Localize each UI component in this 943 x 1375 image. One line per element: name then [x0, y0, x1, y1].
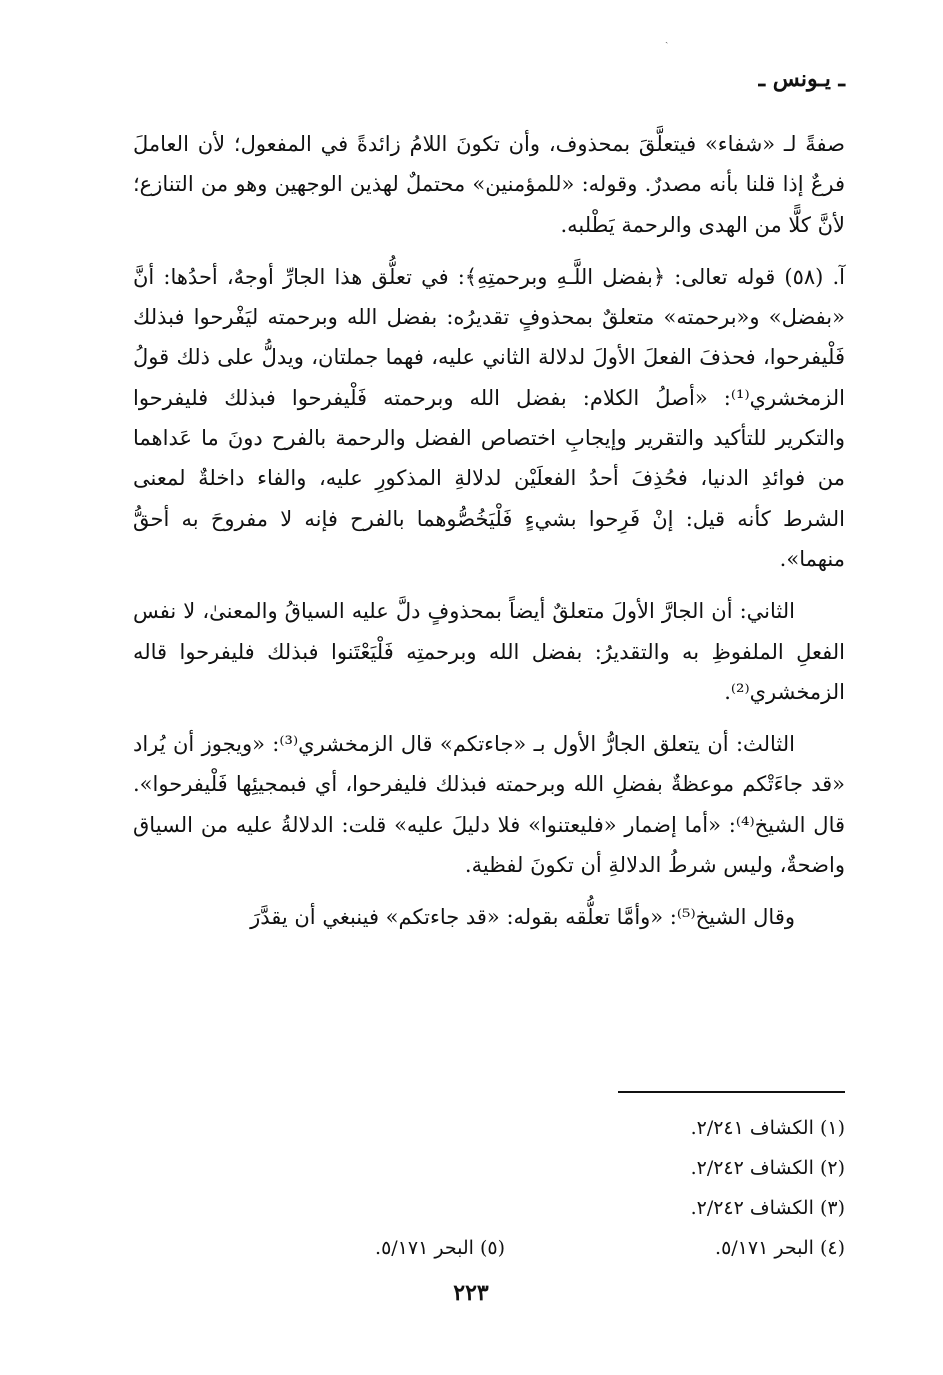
footnote-marker: (٣) [819, 1197, 845, 1219]
footnote-row [133, 1228, 845, 1268]
footnote-1 [525, 1108, 845, 1148]
footnote-text: الكشاف ٢/٢٤١. [690, 1117, 814, 1139]
footnote-2 [525, 1148, 845, 1188]
paragraph-3-second-view: الثاني: أن الجارَّ الأولَ متعلقٌ أيضاً بمحذوفٍ دلَّ عليه السياقُ والمعنىٰ، لا نفس الفعلِ الملفوظِ به والتقديرُ: بفضل الله وبرحمتِه فَلْيَعْتَنوا فبذلك فليفرحوا قاله الزمخشري⁽²⁾. [133, 599, 845, 704]
footnote-text: الكشاف ٢/٢٤٢. [690, 1197, 814, 1219]
footnote-marker: (٢) [819, 1157, 845, 1179]
paragraph-4-third-view: الثالث: أن يتعلق الجارُّ الأول بـ «جاءتكم» قال الزمخشري⁽³⁾: «ويجوز أن يُراد «قد جاءَتْكم موعظةٌ بفضلِ الله وبرحمته فبذلك فليفرحوا، أي فبمجيئِها فَلْيفرحوا». قال الشيخ⁽⁴⁾: «أما إضمار «فليعتنوا» فلا دليلَ عليه» قلت: الدلالةُ عليه من السياق واضحةٌ، وليس شرطُ الدلالةِ أن تكونَ لفظية. [133, 732, 846, 878]
main-text [133, 124, 845, 938]
paragraph-1: صفةً لـ «شفاء» فيتعلَّقَ بمحذوف، وأن تكونَ اللامُ زائدةً في المفعول؛ لأن العاملَ فرعٌ إذا قلنا بأنه مصدرٌ. وقوله: «للمؤمنين» محتملٌ لهذين الوجهين وهو من التنازع؛ لأنَّ كلًّا من الهدى والرحمة يَطْلبه. [133, 132, 845, 237]
footnote-row [133, 1108, 845, 1148]
paragraph-5-sheikh-quote: وقال الشيخ⁽⁵⁾: «وأمَّا تعلُّقه بقوله: «قد جاءتكم» فينبغي أن يقدَّرَ [250, 905, 795, 930]
footnote-separator [618, 1091, 845, 1093]
footnote-text: البحر ٥/١٧١. [715, 1237, 814, 1259]
footnote-marker: (٥) [479, 1237, 505, 1259]
paragraph-2-verse-58: آ. (٥٨) قوله تعالى: ﴿بفضل اللَّـهِ وبرحمتِهِ﴾: في تعلُّق هذا الجارِّ أوجهٌ، أحدُها: أنَّ «بفضل» و«برحمته» متعلقٌ بمحذوفٍ تقديرُه: بفضل الله وبرحمته ليَفْرحوا فبذلك فَلْيفرحوا، فحذفَ الفعلَ الأولَ لدلالة الثاني عليه، فهما جملتان، ويدلُّ على ذلك قولُ الزمخشري⁽¹⁾: «أصلُ الكلام: بفضل الله وبرحمته فَلْيفرحوا فبذلك فليفرحوا والتكرير للتأكيد والتقرير وإيجابِ اختصاص الفضل والرحمة بالفرح دونَ ما عَداهما من فوائدِ الدنيا، فحُذِفَ أحدُ الفعلَيْن لدلالةِ المذكورِ عليه، والفاء داخلةٌ لمعنى الشرط كأنه قيل: إنْ فَرِحوا بشيءٍ فَلْيَخُصُّوهما بالفرح فإنه لا مفروحَ به أحقُّ منهما». [133, 264, 845, 571]
footnote-5 [285, 1228, 505, 1268]
footnote-marker: (٤) [819, 1237, 845, 1259]
footnote-text: البحر ٥/١٧١. [375, 1237, 474, 1259]
footnote-marker: (١) [819, 1117, 845, 1139]
footnote-text: الكشاف ٢/٢٤٢. [690, 1157, 814, 1179]
footnote-row [133, 1148, 845, 1188]
running-header: ـ يـونس ـ [758, 66, 845, 92]
footnote-3 [525, 1188, 845, 1228]
footnote-4 [525, 1228, 845, 1268]
scan-speck: ˎ [665, 33, 669, 44]
footnotes [133, 1108, 845, 1268]
page-number: ٢٢٣ [453, 1280, 489, 1306]
footnote-row [133, 1188, 845, 1228]
